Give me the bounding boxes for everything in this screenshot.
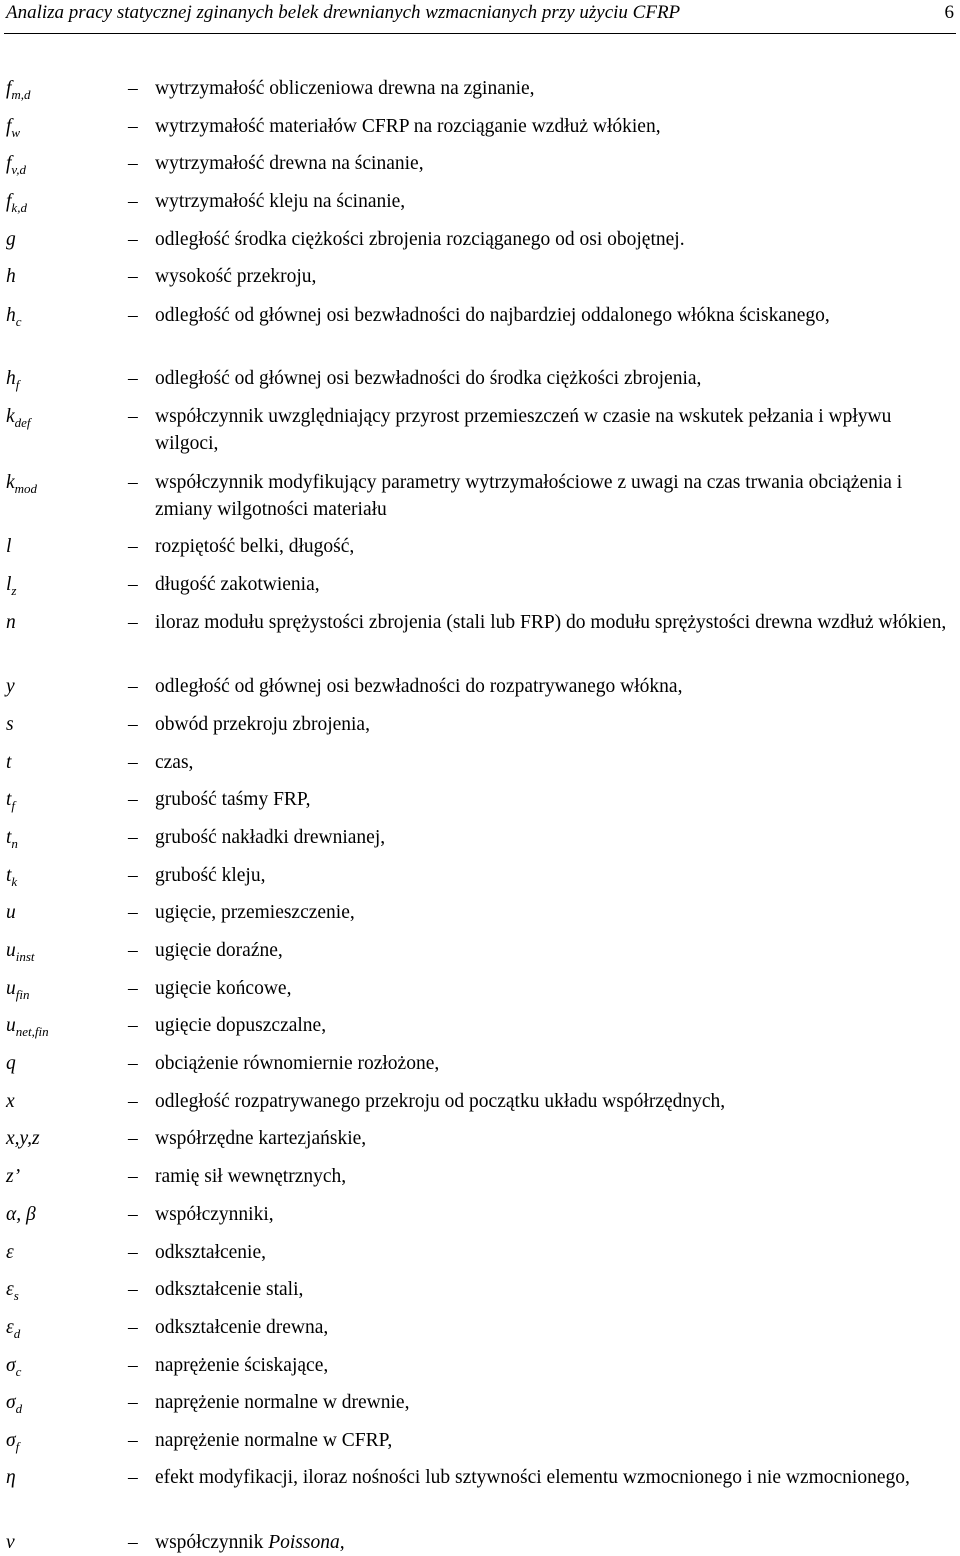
dash: –: [128, 78, 138, 99]
dash: –: [128, 752, 138, 773]
symbol: [6, 1314, 20, 1347]
symbol-subscript: fin: [15, 987, 30, 1002]
dash: –: [128, 116, 138, 137]
description-text: współczynnik uwzględniający przyrost przemieszczeń w czasie na wskutek pełzania i wpływu wilgoci,: [155, 406, 892, 454]
symbol-base: y: [6, 676, 15, 697]
symbol: [6, 1276, 19, 1309]
description-text: efekt modyfikacji, iloraz nośności lub sztywności elementu wzmocnionego i nie wzmocnionego,: [155, 1467, 910, 1488]
symbol-base: g: [6, 229, 16, 250]
description: [155, 1050, 955, 1077]
description-text: odległość od głównej osi bezwładności do najbardziej oddalonego włókna ściskanego,: [155, 305, 830, 326]
dash: –: [128, 305, 138, 326]
dash: –: [128, 574, 138, 595]
symbol-base: ε: [6, 1279, 14, 1300]
symbol-base: u: [6, 1015, 16, 1036]
description: [155, 469, 955, 523]
description-text: odległość od głównej osi bezwładności do środka ciężkości zbrojenia,: [155, 368, 702, 389]
description: [155, 1314, 955, 1341]
symbol: [6, 403, 31, 436]
symbol: [6, 1088, 15, 1115]
dash: –: [128, 406, 138, 427]
symbol-subscript: f: [11, 798, 16, 813]
symbol-base: l: [6, 574, 12, 595]
description-text: grubość taśmy FRP,: [155, 789, 311, 810]
symbol-subscript: d: [13, 1326, 21, 1341]
symbol-base: f: [6, 191, 12, 212]
symbol-subscript: f: [15, 377, 20, 392]
dash: –: [128, 1204, 138, 1225]
symbol-subscript: f: [15, 1439, 20, 1454]
description-text: iloraz modułu sprężystości zbrojenia (stali lub FRP) do modułu sprężystości drewna wzdłuż włókien,: [155, 612, 947, 633]
symbol-base: f: [6, 116, 12, 137]
symbol-subscript: s: [13, 1288, 19, 1303]
description: [155, 1464, 955, 1491]
description: [155, 75, 955, 102]
symbol-subscript: c: [15, 1364, 22, 1379]
dash: –: [128, 1242, 138, 1263]
dash: –: [128, 865, 138, 886]
description-text: wytrzymałość drewna na ścinanie,: [155, 153, 424, 174]
symbol-base: s: [6, 714, 14, 735]
symbol-base: σ: [6, 1355, 16, 1376]
description: [155, 937, 955, 964]
symbol: [6, 188, 27, 221]
symbol: [6, 975, 29, 1008]
symbol-base: k: [6, 406, 15, 427]
description: [155, 226, 955, 253]
dash: –: [128, 191, 138, 212]
symbol: [6, 711, 14, 738]
dash: –: [128, 940, 138, 961]
symbol: [6, 862, 17, 895]
symbol-subscript: mod: [14, 481, 38, 496]
description-text: współczynnik modyfikujący parametry wytrzymałościowe z uwagi na czas trwania obciążenia i zmiany wilgotności materiału: [155, 472, 903, 520]
symbol: [6, 1012, 49, 1045]
description: [155, 302, 955, 329]
dash: –: [128, 1532, 138, 1553]
symbol-base: x: [6, 1091, 15, 1112]
symbol: [6, 533, 11, 560]
symbol-base: f: [6, 153, 12, 174]
header-divider: [4, 33, 956, 34]
symbol: [6, 1389, 22, 1422]
description-text: odkształcenie drewna,: [155, 1317, 329, 1338]
symbol-base: z’: [6, 1166, 21, 1187]
symbol: [6, 937, 35, 970]
symbol: [6, 899, 16, 926]
symbol: [6, 1050, 16, 1077]
description: [155, 1239, 955, 1266]
description-text: ugięcie dopuszczalne,: [155, 1015, 327, 1036]
symbol: [6, 1125, 40, 1152]
symbol: [6, 302, 22, 335]
description-text: naprężenie normalne w CFRP,: [155, 1430, 393, 1451]
description: [155, 899, 955, 926]
dash: –: [128, 153, 138, 174]
symbol: [6, 1464, 16, 1491]
description: [155, 1125, 955, 1152]
symbol: [6, 749, 11, 776]
description: [155, 1201, 955, 1228]
dash: –: [128, 1279, 138, 1300]
description: [155, 571, 955, 598]
symbol: [6, 824, 18, 857]
description: [155, 533, 955, 560]
description: [155, 786, 955, 813]
description: [155, 1276, 955, 1303]
dash: –: [128, 1430, 138, 1451]
dash: –: [128, 1128, 138, 1149]
description: [155, 862, 955, 889]
symbol-subscript: v,d: [11, 162, 26, 177]
description-text: czas,: [155, 752, 194, 773]
symbol: [6, 1201, 36, 1228]
symbol-base: k: [6, 472, 15, 493]
page-header: [0, 0, 960, 34]
description: [155, 1352, 955, 1379]
description-text: grubość nakładki drewnianej,: [155, 827, 386, 848]
symbol-base: u: [6, 902, 16, 923]
symbol: [6, 1163, 20, 1190]
symbol-subscript: m,d: [11, 87, 31, 102]
dash: –: [128, 676, 138, 697]
description-text: odkształcenie stali,: [155, 1279, 304, 1300]
dash: –: [128, 714, 138, 735]
symbol-base: ε: [6, 1317, 14, 1338]
description: [155, 365, 955, 392]
description: [155, 1012, 955, 1039]
symbol-base: h: [6, 266, 16, 287]
description: [155, 403, 955, 457]
symbol-base: t: [6, 789, 12, 810]
symbol: [6, 365, 19, 398]
description-text: współczynniki,: [155, 1204, 274, 1225]
symbol: [6, 469, 37, 502]
dash: –: [128, 229, 138, 250]
header-title: Analiza pracy statycznej zginanych belek drewnianych wzmacnianych przy użyciu CFRP: [6, 2, 681, 23]
symbol: [6, 75, 31, 108]
symbol-base: q: [6, 1053, 16, 1074]
dash: –: [128, 1355, 138, 1376]
symbol-base: ε: [6, 1242, 14, 1263]
description-text: ugięcie doraźne,: [155, 940, 283, 961]
symbol: [6, 786, 15, 819]
description-text: wytrzymałość obliczeniowa drewna na zginanie,: [155, 78, 535, 99]
symbol-base: t: [6, 865, 12, 886]
description: [155, 188, 955, 215]
symbol-base: h: [6, 305, 16, 326]
symbol: [6, 226, 16, 253]
symbol: [6, 113, 20, 146]
symbol-base: n: [6, 612, 16, 633]
description-text: wytrzymałość kleju na ścinanie,: [155, 191, 406, 212]
description-text: obciążenie równomiernie rozłożone,: [155, 1053, 440, 1074]
description: [155, 1088, 955, 1115]
description: [155, 824, 955, 851]
symbol-subscript: k: [11, 874, 18, 889]
dash: –: [128, 978, 138, 999]
description-text: wysokość przekroju,: [155, 266, 317, 287]
symbol: [6, 673, 15, 700]
symbol-base: l: [6, 536, 12, 557]
symbol: [6, 1529, 15, 1556]
description-italic: Poissona,: [268, 1532, 345, 1553]
symbol-subscript: d: [15, 1401, 23, 1416]
symbol-base: x,y,z: [6, 1128, 40, 1149]
symbol: [6, 1239, 14, 1266]
description-text: ugięcie, przemieszczenie,: [155, 902, 355, 923]
dash: –: [128, 472, 138, 493]
description-text: odległość od głównej osi bezwładności do rozpatrywanego włókna,: [155, 676, 683, 697]
symbol: [6, 1427, 19, 1460]
dash: –: [128, 789, 138, 810]
symbol-base: ν: [6, 1532, 15, 1553]
dash: –: [128, 612, 138, 633]
description: [155, 1427, 955, 1454]
description: [155, 975, 955, 1002]
description-text: ramię sił wewnętrznych,: [155, 1166, 347, 1187]
description-text: obwód przekroju zbrojenia,: [155, 714, 370, 735]
description-text: współrzędne kartezjańskie,: [155, 1128, 367, 1149]
description-text: długość zakotwienia,: [155, 574, 320, 595]
dash: –: [128, 536, 138, 557]
dash: –: [128, 1015, 138, 1036]
description: [155, 711, 955, 738]
description-text: naprężenie normalne w drewnie,: [155, 1392, 410, 1413]
description: [155, 113, 955, 140]
symbol-base: f: [6, 78, 12, 99]
dash: –: [128, 1467, 138, 1488]
dash: –: [128, 266, 138, 287]
dash: –: [128, 1091, 138, 1112]
symbol: [6, 263, 16, 290]
description: [155, 673, 955, 700]
symbol-subscript: net,fin: [15, 1024, 49, 1039]
dash: –: [128, 368, 138, 389]
symbol-subscript: n: [11, 836, 18, 851]
description-text: odległość rozpatrywanego przekroju od początku układu współrzędnych,: [155, 1091, 726, 1112]
description-text: odkształcenie,: [155, 1242, 266, 1263]
symbol-base: η: [6, 1467, 16, 1488]
dash: –: [128, 1392, 138, 1413]
description-text: odległość środka ciężkości zbrojenia rozciąganego od osi obojętnej.: [155, 229, 685, 250]
symbol-base: σ: [6, 1392, 16, 1413]
symbol-base: α, β: [6, 1204, 36, 1225]
symbol-subscript: def: [14, 415, 31, 430]
dash: –: [128, 827, 138, 848]
dash: –: [128, 1166, 138, 1187]
symbol-base: u: [6, 978, 16, 999]
description-text: naprężenie ściskające,: [155, 1355, 329, 1376]
symbol-subscript: k,d: [11, 200, 27, 215]
symbol-subscript: w: [11, 125, 21, 140]
description: [155, 1529, 955, 1556]
dash: –: [128, 1317, 138, 1338]
description-text: ugięcie końcowe,: [155, 978, 292, 999]
dash: –: [128, 902, 138, 923]
symbol-subscript: z: [11, 583, 17, 598]
symbol-subscript: c: [15, 314, 22, 329]
symbol-base: h: [6, 368, 16, 389]
symbol-base: σ: [6, 1430, 16, 1451]
symbol: [6, 571, 16, 604]
description-text: współczynnik: [155, 1532, 269, 1553]
description: [155, 1163, 955, 1190]
description: [155, 263, 955, 290]
symbol: [6, 1352, 21, 1385]
dash: –: [128, 1053, 138, 1074]
symbol-base: u: [6, 940, 16, 961]
symbol-subscript: inst: [15, 949, 35, 964]
description: [155, 1389, 955, 1416]
symbol: [6, 609, 16, 636]
description: [155, 749, 955, 776]
description-text: rozpiętość belki, długość,: [155, 536, 355, 557]
symbol-base: t: [6, 752, 12, 773]
description: [155, 609, 955, 636]
description-text: grubość kleju,: [155, 865, 266, 886]
description-text: wytrzymałość materiałów CFRP na rozciąganie wzdłuż włókien,: [155, 116, 661, 137]
page-number: 6: [944, 2, 954, 23]
symbol-base: t: [6, 827, 12, 848]
description: [155, 150, 955, 177]
symbol: [6, 150, 26, 183]
